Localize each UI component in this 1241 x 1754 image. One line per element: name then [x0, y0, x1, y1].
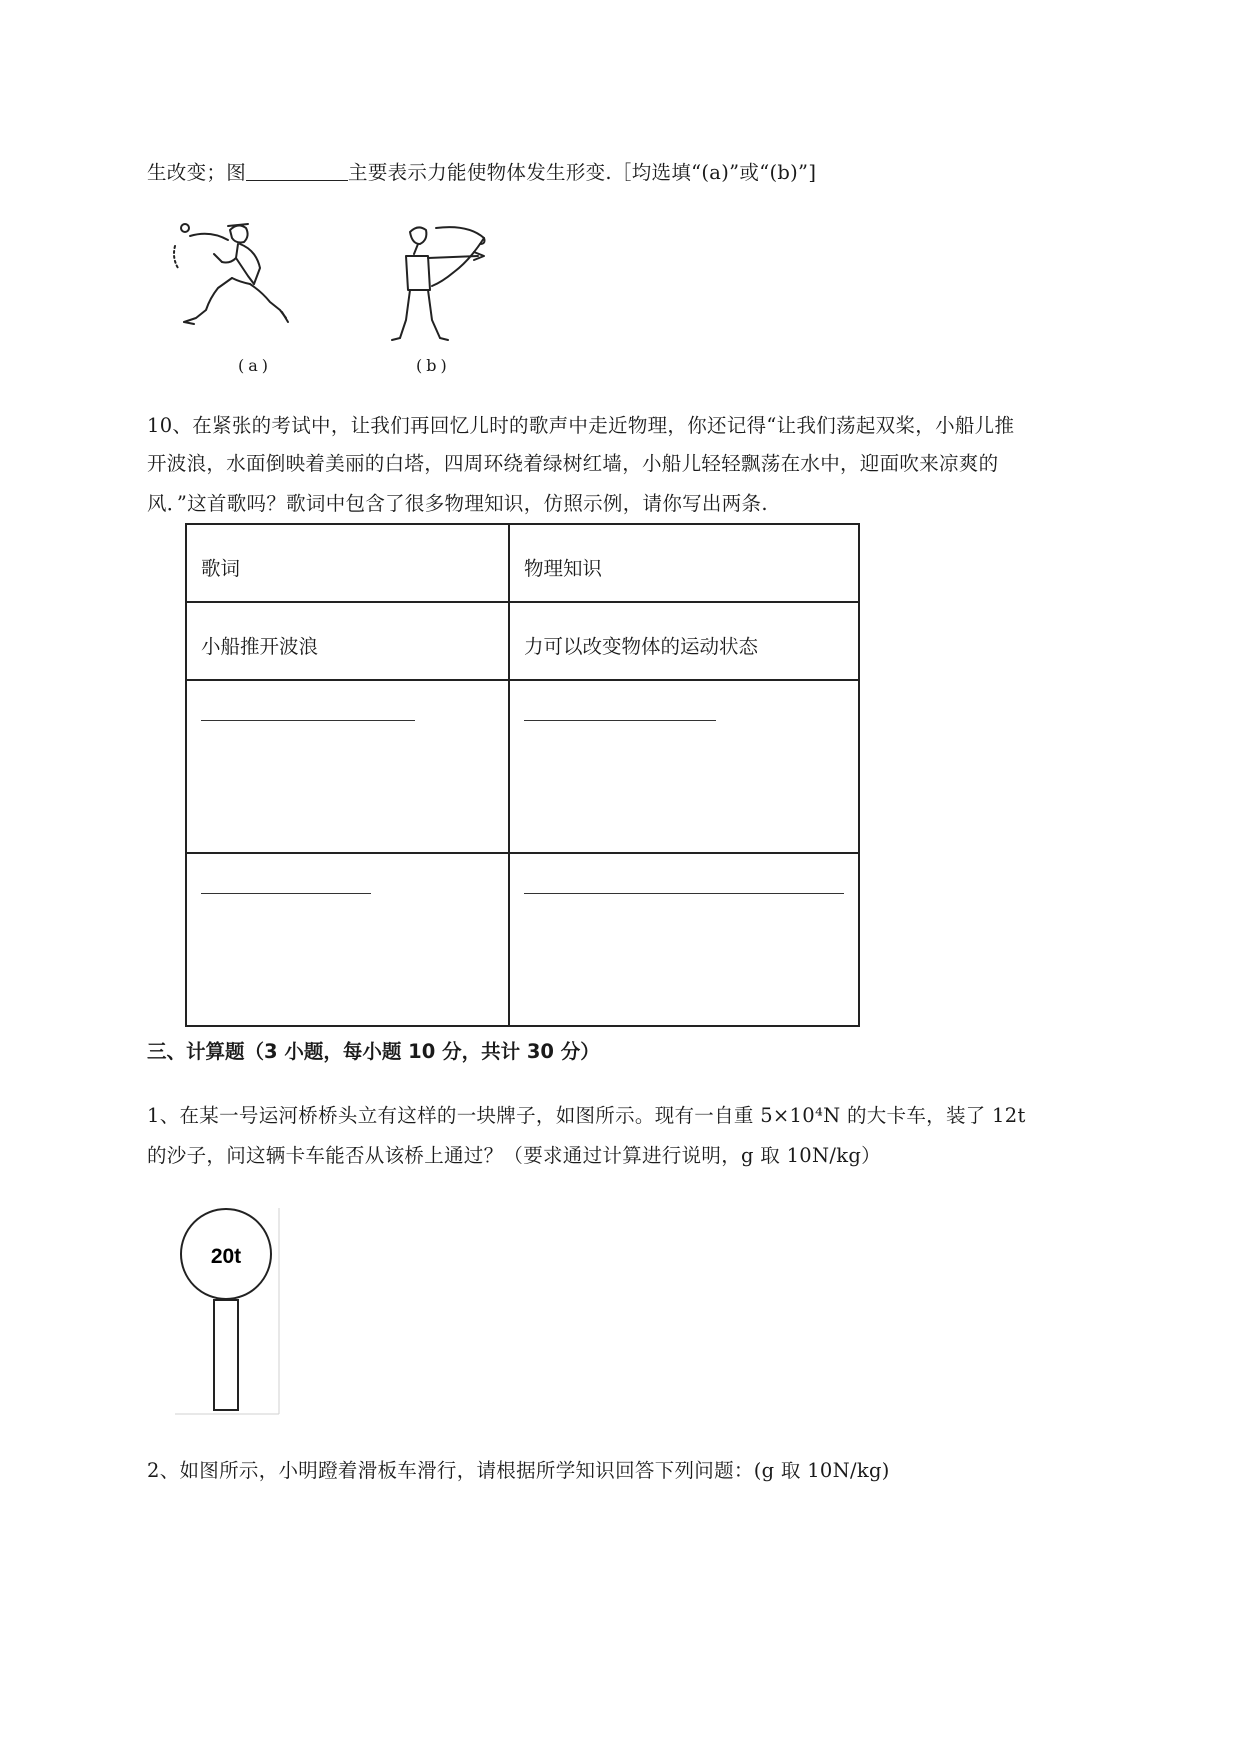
answer-cell-physics-1[interactable]: [509, 680, 859, 853]
q9-text-before: 生改变；图: [147, 161, 247, 184]
lyrics-physics-table: [185, 523, 860, 1027]
example-physics: 力可以改变物体的运动状态: [509, 602, 859, 680]
example-lyric: 小船推开波浪: [186, 602, 509, 680]
q10-line-3: 风．”这首歌吗？歌词中包含了很多物理知识，仿照示例，请你写出两条.: [147, 492, 768, 515]
c1-line-1: 1、在某一号运河桥桥头立有这样的一块牌子，如图所示。现有一自重 5×10⁴N 的大卡车，装了 12t: [147, 1104, 1026, 1127]
answer-line[interactable]: [201, 719, 415, 721]
fig-a-caption: (a): [238, 356, 273, 375]
q10-line-1: 10、在紧张的考试中，让我们再回忆儿时的歌声中走近物理，你还记得“让我们荡起双桨，小船儿推: [147, 414, 1015, 437]
table-header-row: [186, 524, 859, 602]
q9-tail-line: [147, 157, 816, 185]
answer-cell-lyric-1[interactable]: [186, 680, 509, 853]
archer-figure: [388, 220, 498, 348]
c1-line-2: 的沙子，问这辆卡车能否从该桥上通过？（要求通过计算进行说明，g 取 10N/kg）: [147, 1144, 881, 1167]
c2-line-1: 2、如图所示，小明蹬着滑板车滑行，请根据所学知识回答下列问题：(g 取 10N/kg): [147, 1459, 890, 1482]
table-example-row: [186, 602, 859, 680]
table-answer-row-1: [186, 680, 859, 853]
table-answer-row-2: [186, 853, 859, 1026]
batter-figure: [170, 218, 300, 348]
q9-text-after: 主要表示力能使物体发生形变.［均选填“(a)”或“(b)”]: [348, 161, 817, 184]
weight-limit-sign: [175, 1208, 281, 1416]
answer-blank[interactable]: [246, 162, 348, 181]
fig-b-caption: (b): [416, 356, 451, 375]
q10-line-2: 开波浪，水面倒映着美丽的白塔，四周环绕着绿树红墙，小船儿轻轻飘荡在水中，迎面吹来凉爽的: [147, 452, 999, 475]
answer-cell-lyric-2[interactable]: [186, 853, 509, 1026]
answer-line[interactable]: [524, 719, 716, 721]
answer-line[interactable]: [201, 892, 371, 894]
header-lyrics: 歌词: [186, 524, 509, 602]
header-physics: 物理知识: [509, 524, 859, 602]
answer-line[interactable]: [524, 892, 844, 894]
section-title: 三、计算题（3 小题，每小题 10 分，共计 30 分）: [147, 1040, 600, 1063]
answer-cell-physics-2[interactable]: [509, 853, 859, 1026]
sign-limit-text: 20t: [210, 1245, 242, 1268]
